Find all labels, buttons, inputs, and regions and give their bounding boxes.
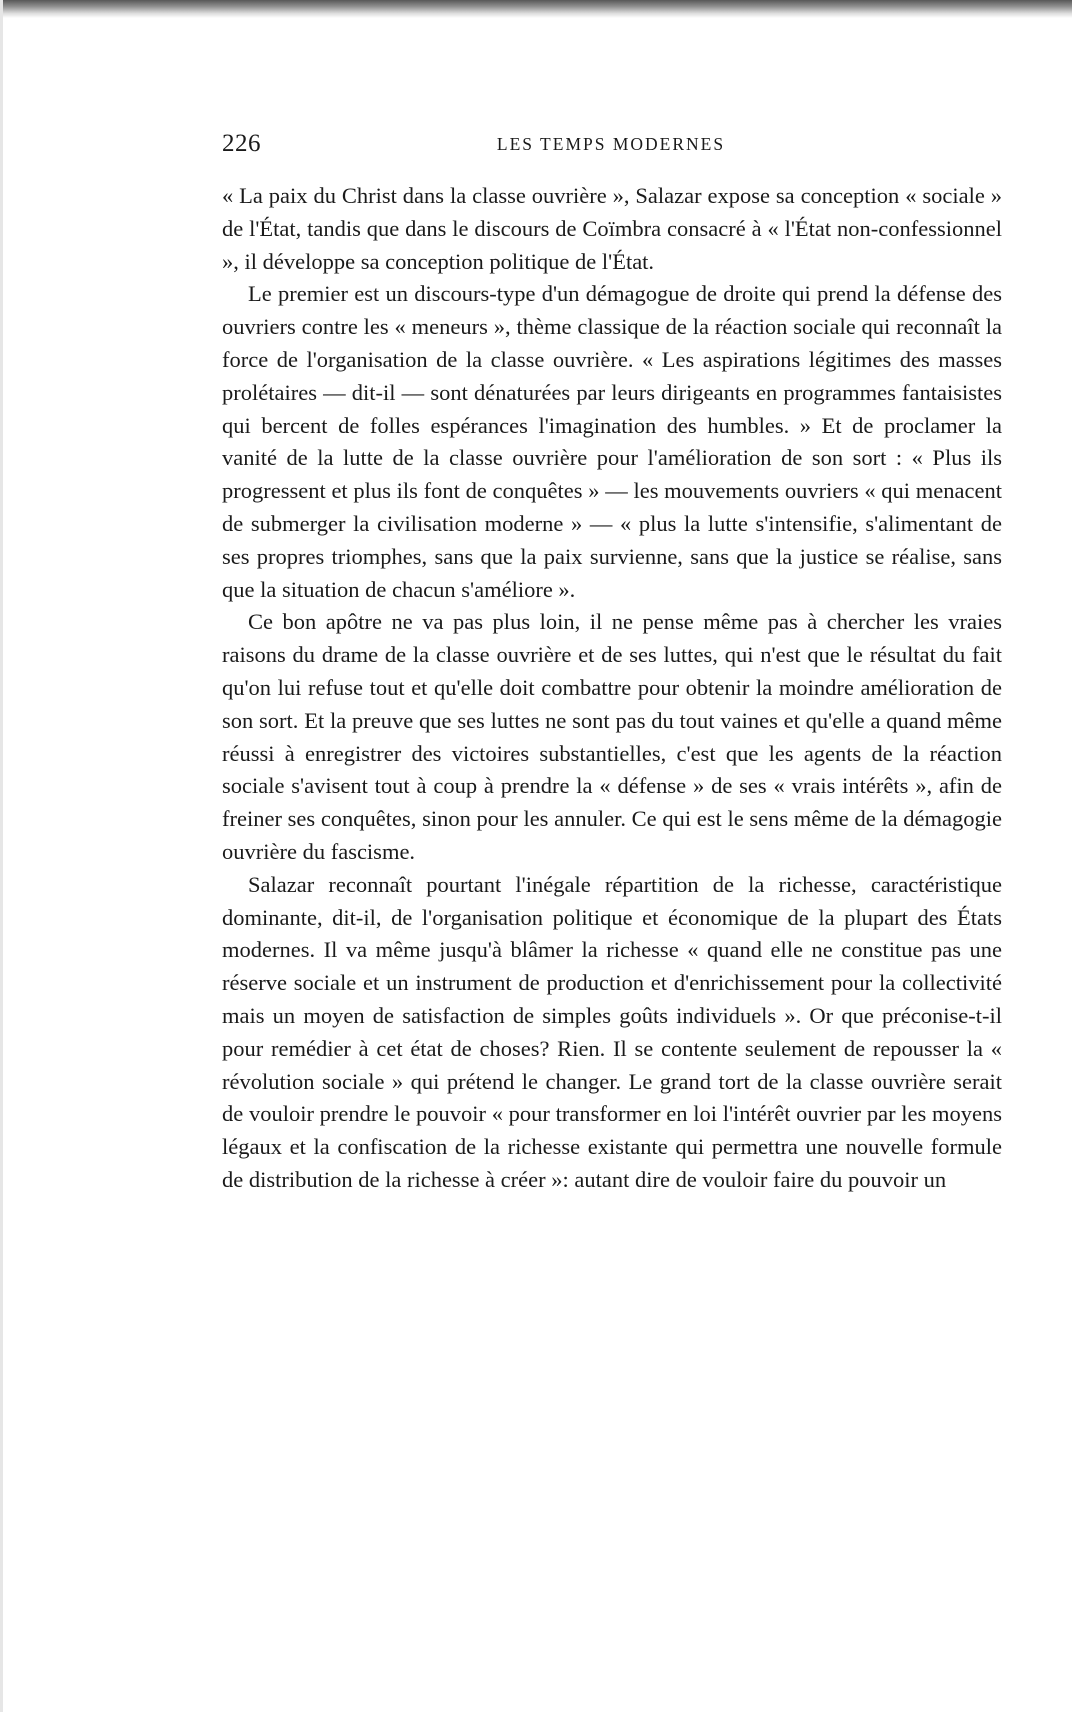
body-text	[222, 180, 1002, 1197]
journal-title: LES TEMPS MODERNES	[496, 134, 726, 154]
running-head	[222, 130, 1000, 162]
page-number: 226	[222, 130, 261, 157]
scan-top-edge	[0, 0, 1072, 18]
paragraph: « La paix du Christ dans la classe ouvrière », Salazar expose sa conception « sociale » de l'État, tandis que dans le discours de Coïmbra consacré à « l'État non-confessionnel », il développe sa conception politique de l'État.	[222, 183, 1002, 274]
paragraph: Le premier est un discours-type d'un démagogue de droite qui prend la défense des ouvriers contre les « meneurs », thème classique de la réaction sociale qui reconnaît la force de l'organisation de la classe ouvrière. « Les aspirations légitimes des masses prolétaires — dit-il — sont dénaturées par leurs dirigeants en programmes fantaisistes qui bercent de folles espérances l'imagination des humbles. » Et de proclamer la vanité de la lutte de la classe ouvrière pour l'amélioration de son sort : « Plus ils progressent et plus ils font de conquêtes » — les mouvements ouvriers « qui menacent de submerger la civilisation moderne » — « plus la lutte s'intensifie, s'alimentant de ses propres triomphes, sans que la paix survienne, sans que la justice se réalise, sans que la situation de chacun s'améliore ».	[222, 281, 1002, 602]
paragraph: Ce bon apôtre ne va pas plus loin, il ne pense même pas à chercher les vraies raisons du drame de la classe ouvrière et de ses luttes, qui n'est que le résultat du fait qu'on lui refuse tout et qu'elle doit combattre pour obtenir la moindre amélioration de son sort. Et la preuve que ses luttes ne sont pas du tout vaines et qu'elle a quand même réussi à enregistrer des victoires substantielles, c'est que les agents de la réaction sociale s'avisent tout à coup à prendre la « défense » de ses « vrais intérêts », afin de freiner ses conquêtes, sinon pour les annuler. Ce qui est le sens même de la démagogie ouvrière du fascisme.	[222, 609, 1002, 864]
scan-left-edge	[0, 0, 3, 1712]
paragraph: Salazar reconnaît pourtant l'inégale répartition de la richesse, caractéristique dominante, dit-il, de l'organisation politique et économique de la plupart des États modernes. Il va même jusqu'à blâmer la richesse « quand elle ne constitue pas une réserve sociale et un instrument de production et d'enrichissement pour la collectivité mais un moyen de satisfaction de simples goûts individuels ». Or que préconise-t-il pour remédier à cet état de choses? Rien. Il se contente seulement de repousser la « révolution sociale » qui prétend le changer. Le grand tort de la classe ouvrière serait de vouloir prendre le pouvoir « pour transformer en loi l'intérêt ouvrier par les moyens légaux et la confiscation de la richesse existante qui permettra une nouvelle formule de distribution de la richesse à créer »: autant dire de vouloir faire du pouvoir un	[222, 871, 1002, 1192]
